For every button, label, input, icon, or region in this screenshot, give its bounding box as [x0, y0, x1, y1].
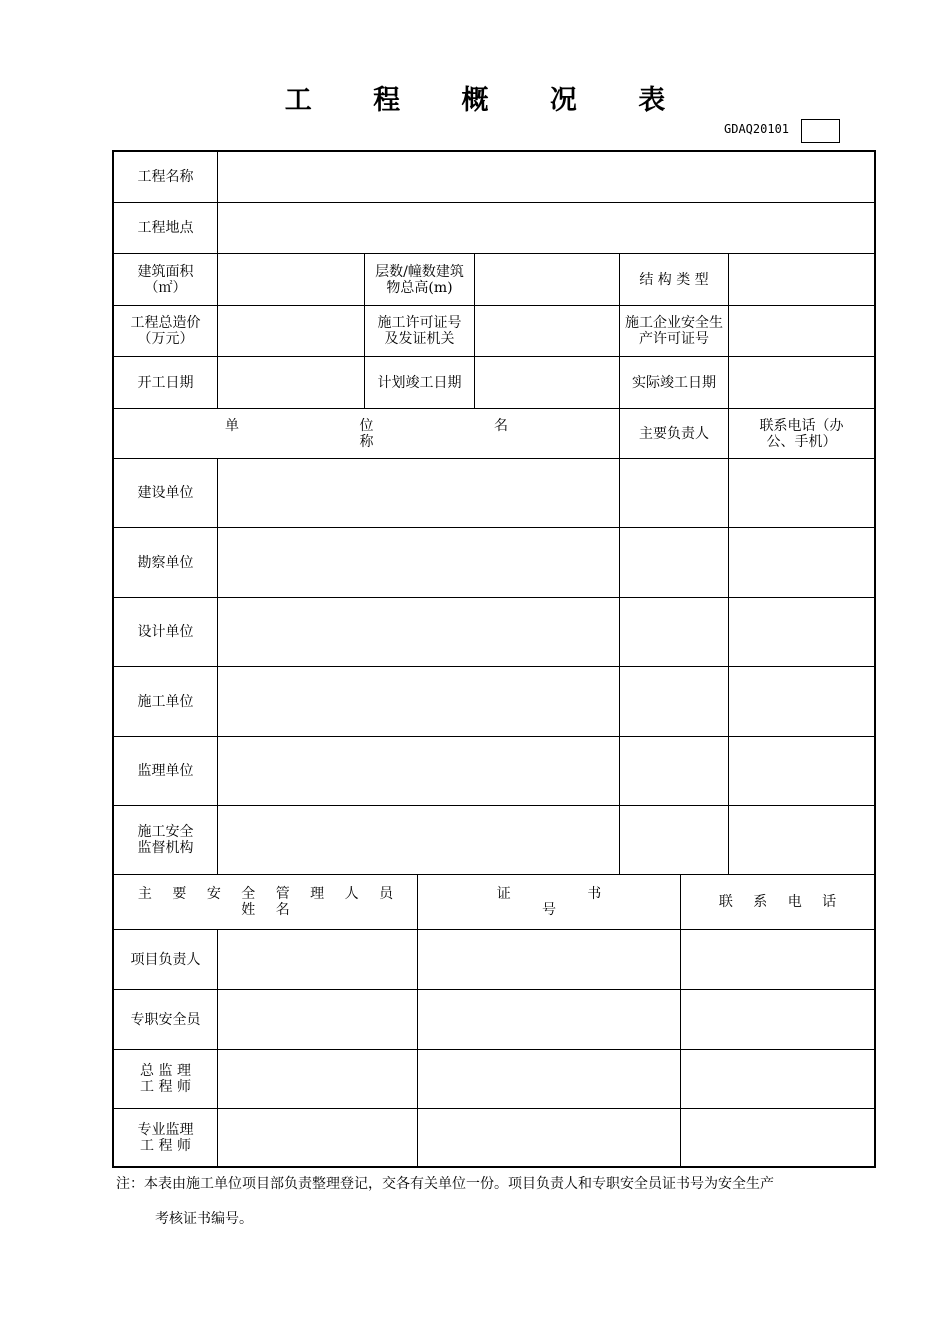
total-cost-field[interactable]	[218, 306, 364, 356]
floors-height-field[interactable]	[475, 254, 619, 305]
unit-name-header: 单 位 名 称	[225, 417, 566, 450]
note-line-1: 注：本表由施工单位项目部负责整理登记，交各有关单位一份。项目负责人和专职安全员证书号为安全生产	[116, 1176, 774, 1192]
note-line-2: 考核证书编号。	[155, 1211, 253, 1227]
staff-cert-header: 证 书 号	[496, 886, 638, 918]
label-floors-height: 层数/幢数建筑物总高(m)	[375, 263, 464, 296]
label-building-area: 建筑面积（㎡）	[137, 263, 194, 296]
label-planned-completion: 计划竣工日期	[377, 374, 462, 391]
label-project-location: 工程地点	[137, 220, 194, 236]
staff-phone-header: 联 系 电 话	[718, 894, 845, 910]
form-code-box[interactable]	[801, 119, 840, 143]
label-project-name: 工程名称	[137, 169, 194, 185]
form-code: GDAQ20101	[724, 122, 790, 136]
unit-label: 建设单位	[137, 485, 194, 501]
start-date-field[interactable]	[218, 357, 364, 408]
label-start-date: 开工日期	[137, 374, 194, 391]
project-overview-table	[112, 150, 876, 1168]
staff-label: 专业监理工 程 师	[137, 1121, 194, 1154]
planned-completion-field[interactable]	[475, 357, 619, 408]
unit-label: 施工安全监督机构	[137, 824, 194, 856]
structure-type-field[interactable]	[729, 254, 874, 305]
unit-label: 勘察单位	[137, 554, 194, 571]
building-area-field[interactable]	[218, 254, 364, 305]
staff-label: 项目负责人	[130, 951, 201, 968]
unit-label: 施工单位	[137, 693, 194, 710]
unit-phone-header: 联系电话（办公、手机）	[759, 417, 844, 450]
project-location-field[interactable]	[218, 203, 874, 253]
actual-completion-field[interactable]	[729, 357, 874, 408]
label-actual-completion: 实际竣工日期	[632, 374, 716, 391]
label-safety-license: 施工企业安全生产许可证号	[625, 315, 723, 347]
unit-leader-header: 主要负责人	[639, 425, 709, 442]
label-total-cost: 工程总造价（万元）	[130, 315, 201, 347]
safety-license-field[interactable]	[729, 306, 874, 356]
label-permit: 施工许可证号及发证机关	[377, 315, 462, 347]
form-title: 工 程 概 况 表	[284, 85, 692, 116]
staff-name-header: 主 要 安 全 管 理 人 员 姓 名	[137, 886, 402, 918]
unit-label: 监理单位	[137, 763, 194, 779]
staff-label: 专职安全员	[130, 1011, 201, 1028]
label-structure-type: 结 构 类 型	[639, 271, 709, 288]
permit-field[interactable]	[475, 306, 619, 356]
staff-label: 总 监 理工 程 师	[140, 1063, 191, 1095]
unit-label: 设计单位	[137, 624, 194, 640]
project-name-field[interactable]	[218, 152, 874, 202]
